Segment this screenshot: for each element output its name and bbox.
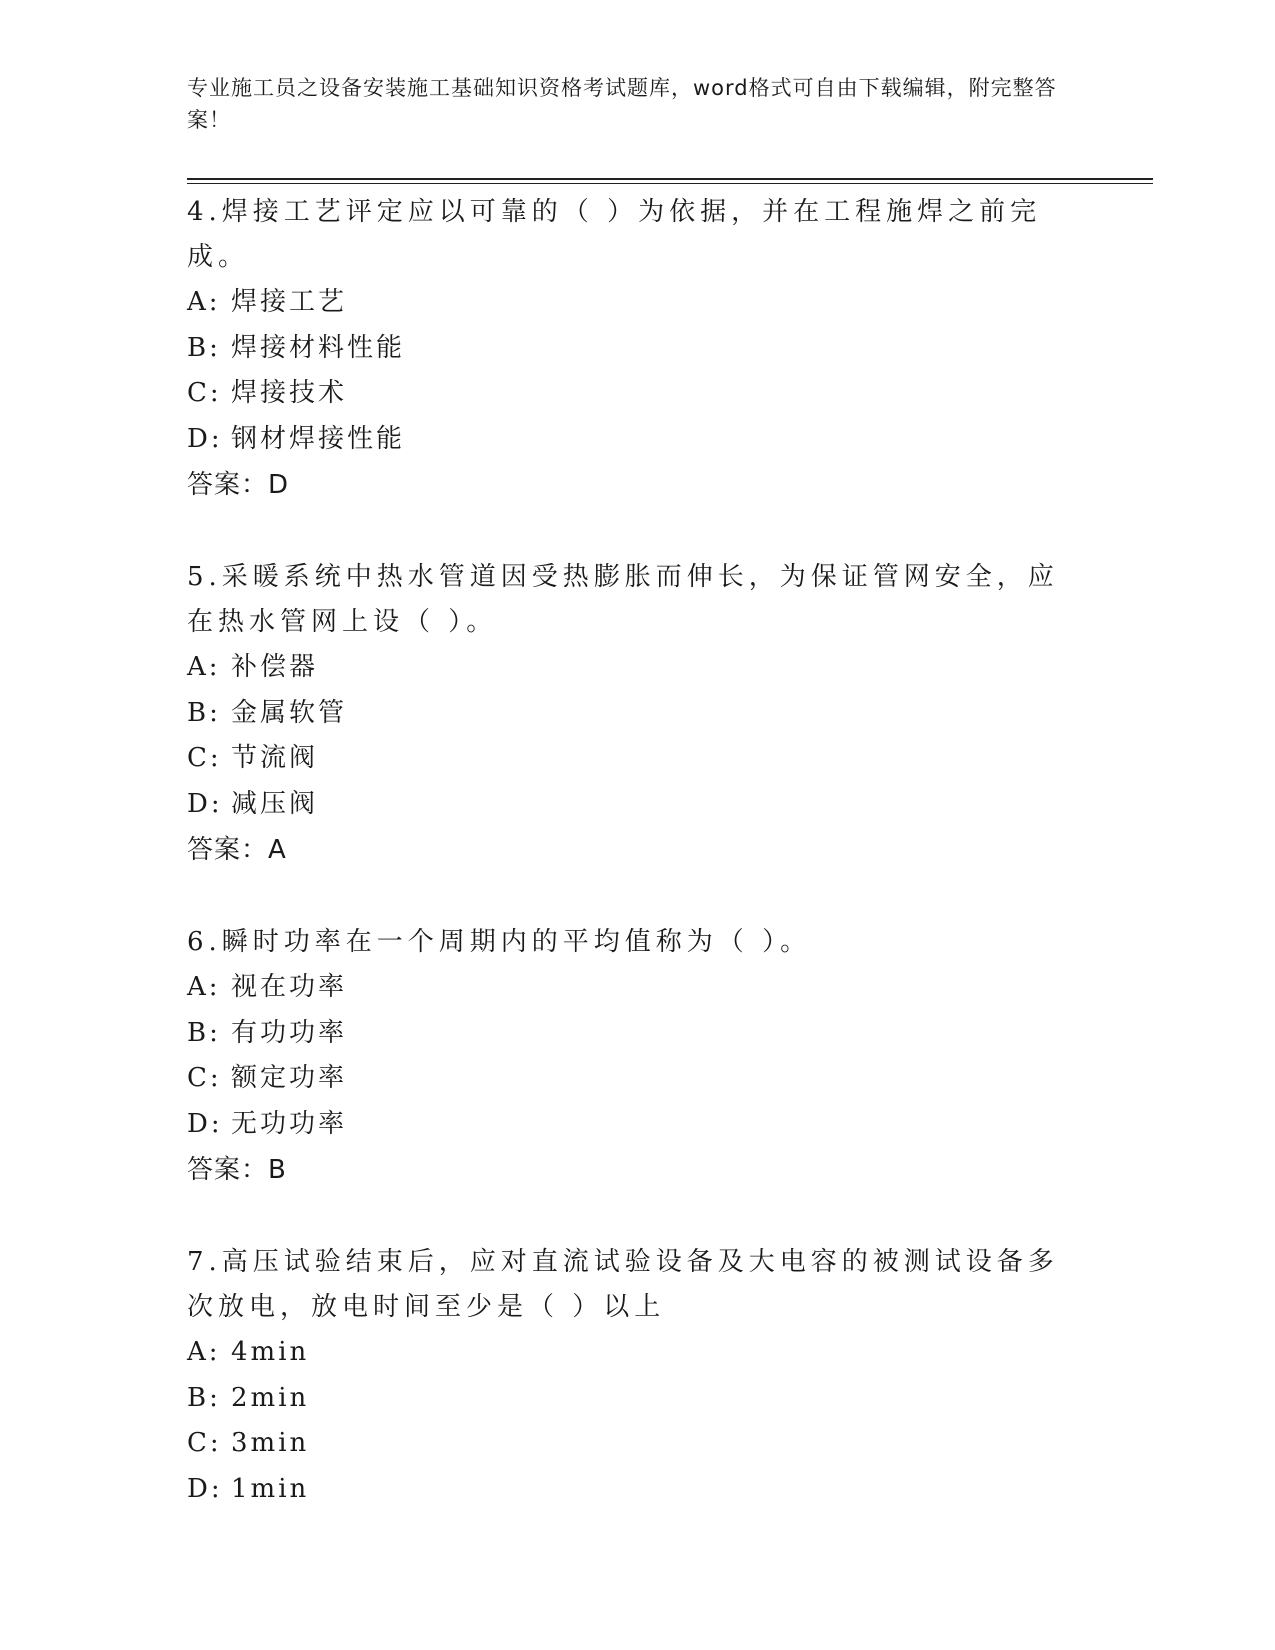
option-text: 4min — [231, 1337, 310, 1367]
option-c — [187, 371, 1067, 417]
option-d — [187, 1102, 1067, 1148]
option-letter: A: — [187, 972, 221, 1002]
option-text: 节流阀 — [231, 743, 319, 773]
option-a — [187, 965, 1067, 1011]
question-stem: 5.采暖系统中热水管道因受热膨胀而伸长，为保证管网安全，应在热水管网上设（ ）。 — [187, 562, 1059, 637]
option-text: 金属软管 — [231, 697, 348, 728]
question-stem: 6.瞬时功率在一个周期内的平均值称为（ ）。 — [187, 927, 812, 957]
option-d — [187, 782, 1067, 828]
option-d — [187, 1467, 1067, 1513]
header-divider-thick — [187, 178, 1153, 180]
option-letter: C: — [187, 1428, 222, 1458]
option-letter: B: — [187, 1382, 221, 1413]
option-letter: A: — [187, 1337, 221, 1367]
option-text: 视在功率 — [231, 972, 348, 1002]
option-a — [187, 1330, 1067, 1376]
answer-line: 答案：B — [187, 1155, 287, 1185]
option-letter: D: — [187, 1473, 223, 1504]
option-letter: D: — [187, 1108, 223, 1139]
option-text: 补偿器 — [231, 652, 319, 682]
option-letter: D: — [187, 788, 223, 819]
option-letter: B: — [187, 697, 221, 728]
question-4 — [187, 190, 1067, 508]
question-list — [187, 190, 1067, 1512]
option-text: 1min — [231, 1473, 310, 1504]
answer-line: 答案：A — [187, 835, 287, 865]
option-text: 焊接技术 — [231, 378, 348, 408]
option-letter: B: — [187, 332, 221, 363]
option-text: 额定功率 — [231, 1063, 348, 1093]
option-letter: C: — [187, 743, 222, 773]
option-letter: B: — [187, 1017, 221, 1048]
option-d — [187, 417, 1067, 463]
option-c — [187, 736, 1067, 782]
header-divider-thin — [187, 183, 1153, 184]
option-text: 无功功率 — [231, 1108, 348, 1139]
option-c — [187, 1421, 1067, 1467]
question-5 — [187, 555, 1067, 873]
option-b — [187, 1376, 1067, 1422]
question-stem: 7.高压试验结束后，应对直流试验设备及大电容的被测试设备多次放电，放电时间至少是（ ）以上 — [187, 1247, 1059, 1322]
question-stem: 4.焊接工艺评定应以可靠的（ ）为依据，并在工程施焊之前完成。 — [187, 197, 1042, 272]
document-header: 专业施工员之设备安装施工基础知识资格考试题库，word格式可自由下载编辑，附完整答案！ — [187, 76, 1057, 132]
option-b — [187, 1011, 1067, 1057]
option-b — [187, 326, 1067, 372]
option-b — [187, 691, 1067, 737]
option-letter: C: — [187, 1063, 222, 1093]
option-letter: C: — [187, 378, 222, 408]
option-a — [187, 645, 1067, 691]
option-letter: D: — [187, 423, 223, 454]
option-a — [187, 280, 1067, 326]
option-c — [187, 1056, 1067, 1102]
answer-line: 答案：D — [187, 470, 290, 500]
question-7 — [187, 1240, 1067, 1512]
question-6 — [187, 920, 1067, 1193]
option-text: 钢材焊接性能 — [231, 423, 406, 454]
option-text: 2min — [231, 1382, 310, 1413]
option-text: 有功功率 — [231, 1017, 348, 1048]
option-text: 减压阀 — [231, 788, 319, 819]
option-letter: A: — [187, 287, 221, 317]
option-text: 焊接材料性能 — [231, 332, 406, 363]
option-letter: A: — [187, 652, 221, 682]
option-text: 焊接工艺 — [231, 287, 348, 317]
option-text: 3min — [231, 1428, 310, 1458]
